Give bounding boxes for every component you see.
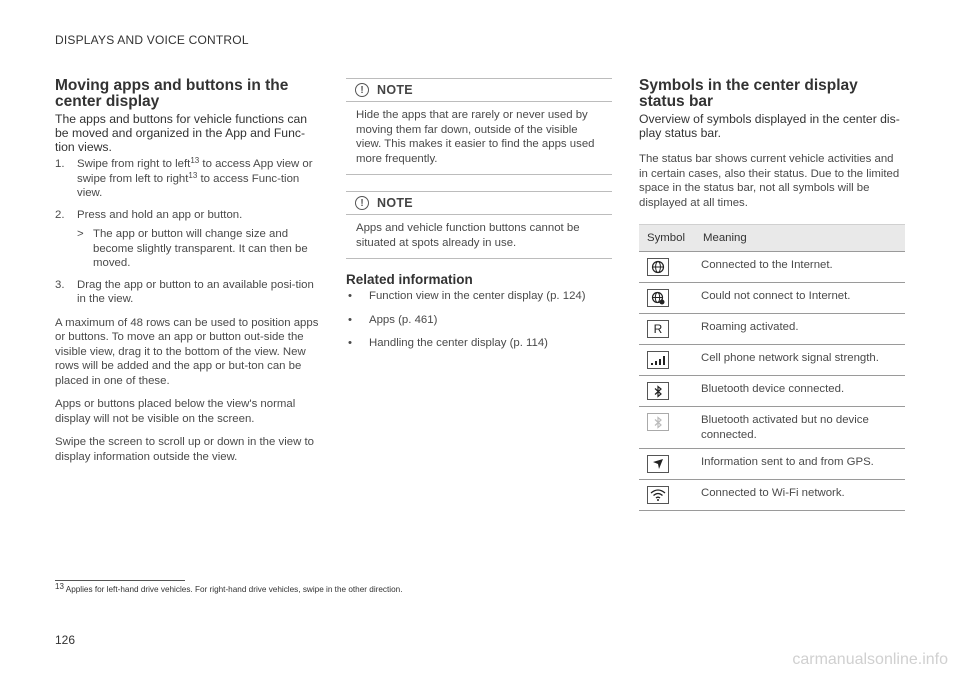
section-lead: Overview of symbols displayed in the center dis-play status bar. <box>639 112 900 140</box>
bullet: • <box>348 337 352 349</box>
note-body: Apps and vehicle function buttons cannot be situated at spots already in use. <box>356 222 580 249</box>
related-info-heading: Related information <box>346 272 473 287</box>
globe-error-icon <box>647 289 669 307</box>
paragraph-max-rows: A maximum of 48 rows can be used to position apps or buttons. To move an app or button out-side the visible view, drag it to the bottom of the view. New rows will be added and the app or but-ton can be placed in one of these. <box>55 316 319 387</box>
section-title-symbols: Symbols in the center display status bar <box>639 77 858 110</box>
roaming-icon: R <box>647 320 669 338</box>
step-2-result: > The app or button will change size and become slightly transparent. It can then be moved. <box>77 228 308 269</box>
column-header-meaning: Meaning <box>695 225 905 252</box>
related-link[interactable]: • Apps (p. 461) <box>348 313 438 326</box>
note-title: NOTE <box>377 83 413 97</box>
note-box-2 <box>346 191 612 259</box>
middle-column <box>346 78 612 360</box>
paragraph-status-bar: The status bar shows current vehicle activities and in certain cases, also their status. Due to the limited space in the status bar, not all symbols will be displayed at all times. <box>639 153 900 209</box>
page-number: 126 <box>55 633 76 647</box>
symbols-table <box>639 224 905 511</box>
related-list <box>346 289 612 351</box>
paragraph-scroll: Swipe the screen to scroll up or down in the view to display information outside the view. <box>55 436 314 463</box>
right-column <box>639 78 905 511</box>
section-lead: The apps and buttons for vehicle functions can be moved and organized in the App and Func-tion views. <box>55 112 308 154</box>
step-list <box>55 157 319 307</box>
bluetooth-inactive-icon <box>647 413 669 431</box>
paragraph-below-view: Apps or buttons placed below the view's normal display will not be visible on the screen. <box>55 398 296 425</box>
related-link[interactable]: • Handling the center display (p. 114) <box>348 337 548 349</box>
table-row: Could not connect to Internet. <box>639 283 905 314</box>
gps-icon <box>647 455 669 473</box>
related-link[interactable]: • Function view in the center display (p. 124) <box>348 290 586 302</box>
table-row: Connected to the Internet. <box>639 252 905 283</box>
table-row: R Roaming activated. <box>639 314 905 345</box>
bluetooth-icon <box>647 382 669 400</box>
section-title-moving-apps: Moving apps and buttons in the center display <box>55 77 289 110</box>
table-row: Bluetooth device connected. <box>639 376 905 407</box>
running-header: DISPLAYS AND VOICE CONTROL <box>55 33 249 47</box>
globe-icon <box>647 258 669 276</box>
step-2: 2. Press and hold an app or button. > The app or button will change size and become slightly transparent. It can then be moved. <box>55 208 319 271</box>
wifi-icon <box>647 486 669 504</box>
table-row: Connected to Wi-Fi network. <box>639 480 905 511</box>
step-1: 1. Swipe from right to left$^{13}$ to access App view or swipe from left to right$^{13}$ to access Func-tion view. <box>55 156 313 199</box>
footnote-ref: 13 <box>188 170 198 180</box>
watermark: carmanualsonline.info <box>792 651 948 668</box>
table-row: Bluetooth activated but no device connected. <box>639 407 905 449</box>
info-icon: ! <box>355 83 369 97</box>
info-icon: ! <box>355 196 369 210</box>
footnote-ref: 13 <box>190 156 200 165</box>
bullet: • <box>348 290 352 302</box>
step-3: 3. Drag the app or button to an available posi-tion in the view. <box>55 278 314 305</box>
table-row: Cell phone network signal strength. <box>639 345 905 376</box>
signal-strength-icon <box>647 351 669 369</box>
footnote: $^{13}$ Applies for left-hand drive vehicles. For right-hand drive vehicles, swipe in the other direction. <box>55 582 403 594</box>
table-row: Information sent to and from GPS. <box>639 449 905 480</box>
column-header-symbol: Symbol <box>639 225 695 252</box>
bullet: • <box>348 313 352 326</box>
note-title: NOTE <box>377 196 413 210</box>
footnote-divider <box>55 580 185 581</box>
note-box-1 <box>346 78 612 175</box>
left-column <box>55 78 319 464</box>
note-body: Hide the apps that are rarely or never used by moving them far down, outside of the visible view. This makes it easier to find the apps used more frequently. <box>356 109 595 165</box>
